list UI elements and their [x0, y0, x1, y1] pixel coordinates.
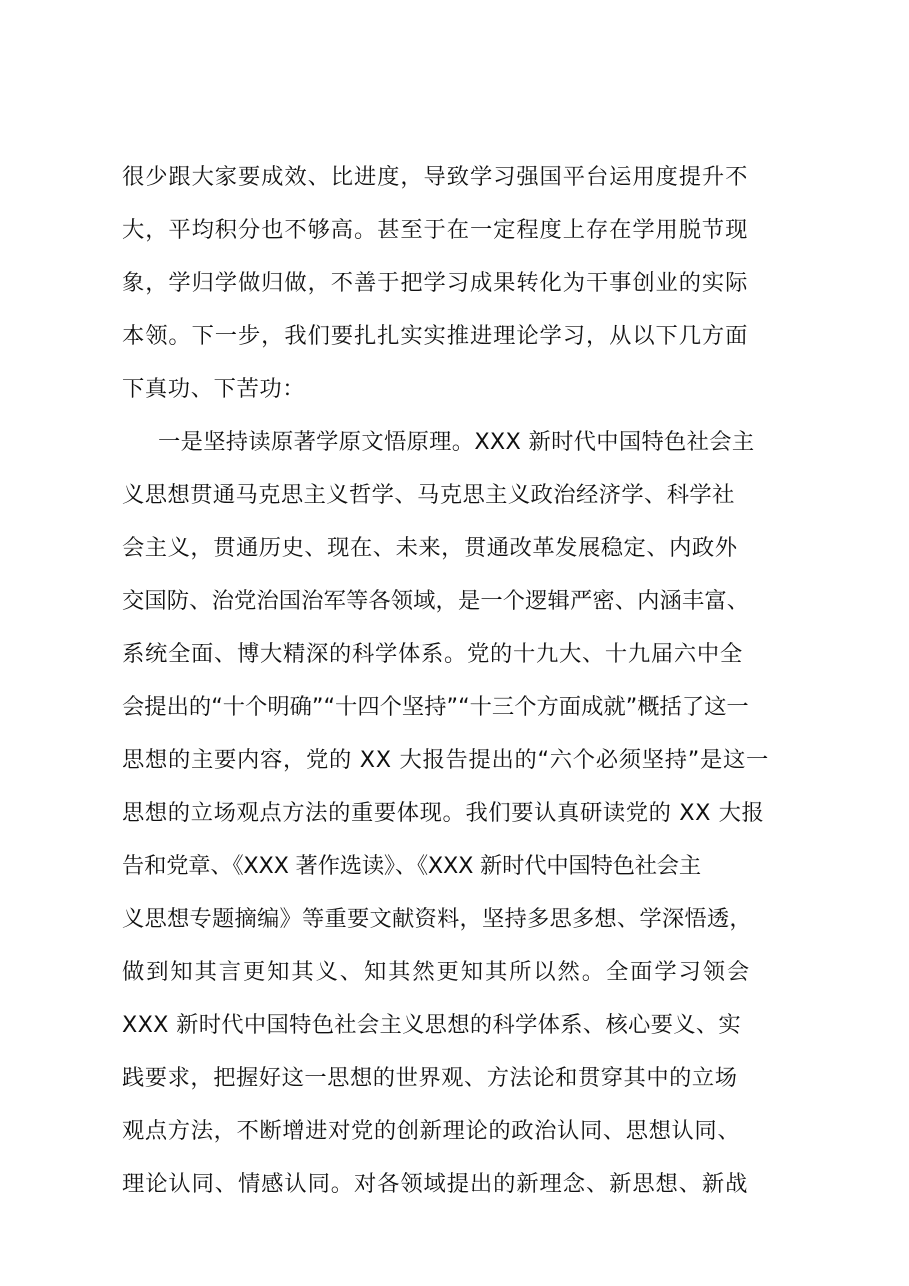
text-line: 本领。下一步，我们要扎扎实实推进理论学习，从以下几方面	[122, 323, 749, 349]
text-line: 理论认同、情感认同。对各领域提出的新理念、新思想、新战	[122, 1171, 749, 1197]
paragraph-first-line: 一是坚持读原著学原文悟原理。XXX 新时代中国特色社会主	[158, 429, 755, 455]
text-line: 思想的主要内容，党的 XX 大报告提出的“六个必须坚持”是这一	[122, 747, 769, 773]
text-line: 象，学归学做归做，不善于把学习成果转化为干事创业的实际	[122, 270, 749, 296]
text-line: XXX 新时代中国特色社会主义思想的科学体系、核心要义、实	[122, 1012, 742, 1038]
text-line: 践要求，把握好这一思想的世界观、方法论和贯穿其中的立场	[122, 1065, 738, 1091]
text-line: 告和党章、《XXX 著作选读》、《XXX 新时代中国特色社会主	[122, 853, 702, 879]
text-line: 下真功、下苦功：	[122, 376, 306, 402]
text-line: 思想的立场观点方法的重要体现。我们要认真研读党的 XX 大报	[122, 800, 765, 826]
text-line: 义思想贯通马克思主义哲学、马克思主义政治经济学、科学社	[122, 482, 735, 508]
text-line: 会提出的“十个明确”“十四个坚持”“十三个方面成就”概括了这一	[122, 694, 749, 720]
text-line: 义思想专题摘编》等重要文献资料，坚持多思多想、学深悟透，	[122, 906, 752, 932]
text-line: 观点方法，不断增进对党的创新理论的政治认同、思想认同、	[122, 1118, 741, 1144]
text-line: 做到知其言更知其义、知其然更知其所以然。全面学习领会	[122, 959, 752, 985]
text-line: 很少跟大家要成效、比进度，导致学习强国平台运用度提升不	[122, 164, 749, 190]
text-line: 交国防、治党治国治军等各领域，是一个逻辑严密、内涵丰富、	[122, 588, 750, 614]
text-line: 系统全面、博大精深的科学体系。党的十九大、十九届六中全	[122, 641, 743, 667]
text-line: 会主义，贯通历史、现在、未来，贯通改革发展稳定、内政外	[122, 535, 738, 561]
text-line: 大，平均积分也不够高。甚至于在一定程度上存在学用脱节现	[122, 217, 749, 243]
